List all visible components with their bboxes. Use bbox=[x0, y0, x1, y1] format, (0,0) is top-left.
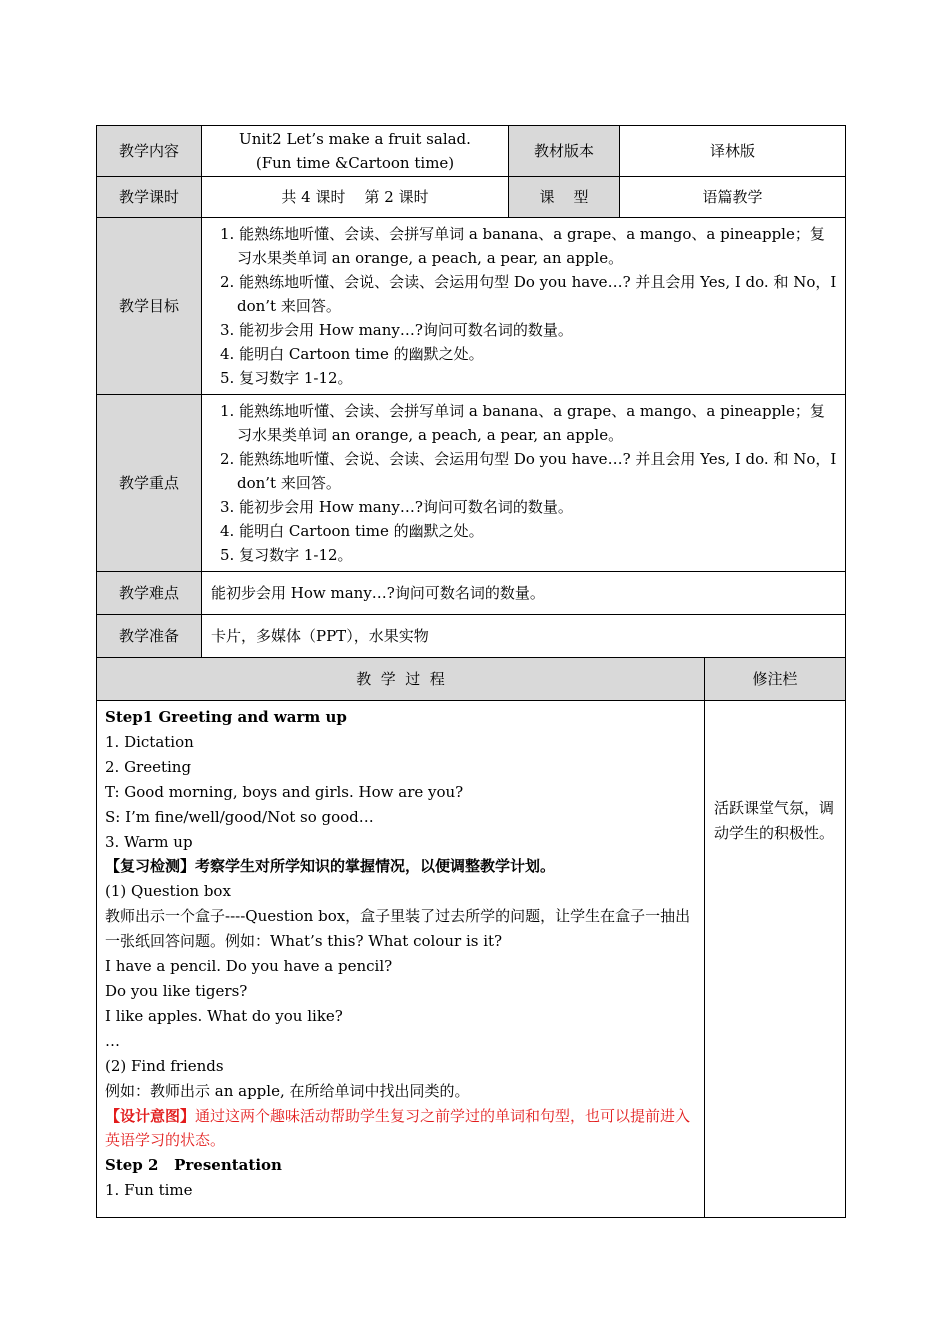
period-label: 教学课时 bbox=[97, 177, 202, 218]
design-intent-tag: 【设计意图】 bbox=[105, 1106, 196, 1125]
process-line: (1) Question box bbox=[105, 882, 231, 901]
process-line: 例如：教师出示 an apple, 在所给单词中找出同类的。 bbox=[105, 1081, 470, 1100]
process-line: … bbox=[105, 1031, 120, 1050]
design-intent-text: 通过这两个趣味活动帮助学生复习之前学过的单词和句型，也可以提前进入英语学习的状态。 bbox=[105, 1106, 691, 1150]
type-value: 语篇教学 bbox=[620, 177, 846, 218]
preparation-label: 教学准备 bbox=[97, 615, 202, 658]
lesson-plan-page bbox=[96, 125, 845, 1218]
process-line: 1. Dictation bbox=[105, 732, 194, 751]
process-table bbox=[96, 657, 846, 1218]
period-value: 共 4 课时 第 2 课时 bbox=[202, 177, 509, 218]
goal-item: 2. 能熟练地听懂、会说、会读、会运用句型 Do you have…? 并且会用 Yes, I do. 和 No，I don’t 来回答。 bbox=[220, 273, 837, 315]
key-points-label: 教学重点 bbox=[97, 395, 202, 572]
process-line: 1. Fun time bbox=[105, 1181, 193, 1200]
content-value-line-2: (Fun time &Cartoon time) bbox=[255, 154, 455, 172]
key-point-item: 4. 能明白 Cartoon time 的幽默之处。 bbox=[220, 522, 484, 540]
preparation-value: 卡片，多媒体（PPT），水果实物 bbox=[202, 615, 846, 658]
edition-label: 教材版本 bbox=[509, 126, 620, 177]
process-body bbox=[97, 701, 705, 1218]
key-point-item: 1. 能熟练地听懂、会读、会拼写单词 a banana、a grape、a mango、a pineapple；复习水果类单词 an orange, a peach, a pear, an apple。 bbox=[220, 402, 825, 444]
difficulty-label: 教学难点 bbox=[97, 572, 202, 615]
difficulty-value: 能初步会用 How many…?询问可数名词的数量。 bbox=[202, 572, 846, 615]
key-point-item: 3. 能初步会用 How many…?询问可数名词的数量。 bbox=[220, 498, 573, 516]
goal-item: 4. 能明白 Cartoon time 的幽默之处。 bbox=[220, 345, 484, 363]
process-line: (2) Find friends bbox=[105, 1056, 224, 1075]
process-line: 2. Greeting bbox=[105, 757, 192, 776]
key-point-item: 5. 复习数字 1-12。 bbox=[220, 546, 353, 564]
goals-list bbox=[202, 218, 846, 395]
goal-item: 5. 复习数字 1-12。 bbox=[220, 369, 353, 387]
goal-item: 1. 能熟练地听懂、会读、会拼写单词 a banana、a grape、a mango、a pineapple；复习水果类单词 an orange, a peach, a pear, an apple。 bbox=[220, 225, 825, 267]
content-value-line-1: Unit2 Let’s make a fruit salad. bbox=[239, 130, 471, 148]
process-line: T: Good morning, boys and girls. How are you? bbox=[105, 782, 464, 801]
process-line: S: I’m fine/well/good/Not so good… bbox=[105, 807, 374, 826]
content-label: 教学内容 bbox=[97, 126, 202, 177]
key-points-list bbox=[202, 395, 846, 572]
process-line: I have a pencil. Do you have a pencil? bbox=[105, 957, 393, 976]
step1-title: Step1 Greeting and warm up bbox=[105, 708, 347, 726]
edition-value: 译林版 bbox=[620, 126, 846, 177]
notes-header: 修注栏 bbox=[705, 658, 846, 701]
process-line: I like apples. What do you like? bbox=[105, 1006, 343, 1025]
process-line: Do you like tigers? bbox=[105, 981, 248, 1000]
process-header: 教 学 过 程 bbox=[97, 658, 705, 701]
step2-title: Step 2 Presentation bbox=[105, 1156, 282, 1175]
process-line: 教师出示一个盒子----Question box，盒子里装了过去所学的问题，让学生在盒子一抽出一张纸回答问题。例如：What’s this? What colour is it? bbox=[105, 907, 691, 951]
design-intent bbox=[105, 1104, 697, 1154]
review-note: 【复习检测】考察学生对所学知识的掌握情况，以便调整教学计划。 bbox=[105, 857, 556, 876]
type-label: 课 型 bbox=[509, 177, 620, 218]
info-table bbox=[96, 125, 846, 658]
content-value bbox=[202, 126, 509, 177]
goal-item: 3. 能初步会用 How many…?询问可数名词的数量。 bbox=[220, 321, 573, 339]
key-point-item: 2. 能熟练地听懂、会说、会读、会运用句型 Do you have…? 并且会用 Yes, I do. 和 No，I don’t 来回答。 bbox=[220, 450, 837, 492]
goals-label: 教学目标 bbox=[97, 218, 202, 395]
process-line: 3. Warm up bbox=[105, 832, 193, 851]
side-note: 活跃课堂气氛，调动学生的积极性。 bbox=[705, 701, 846, 1218]
